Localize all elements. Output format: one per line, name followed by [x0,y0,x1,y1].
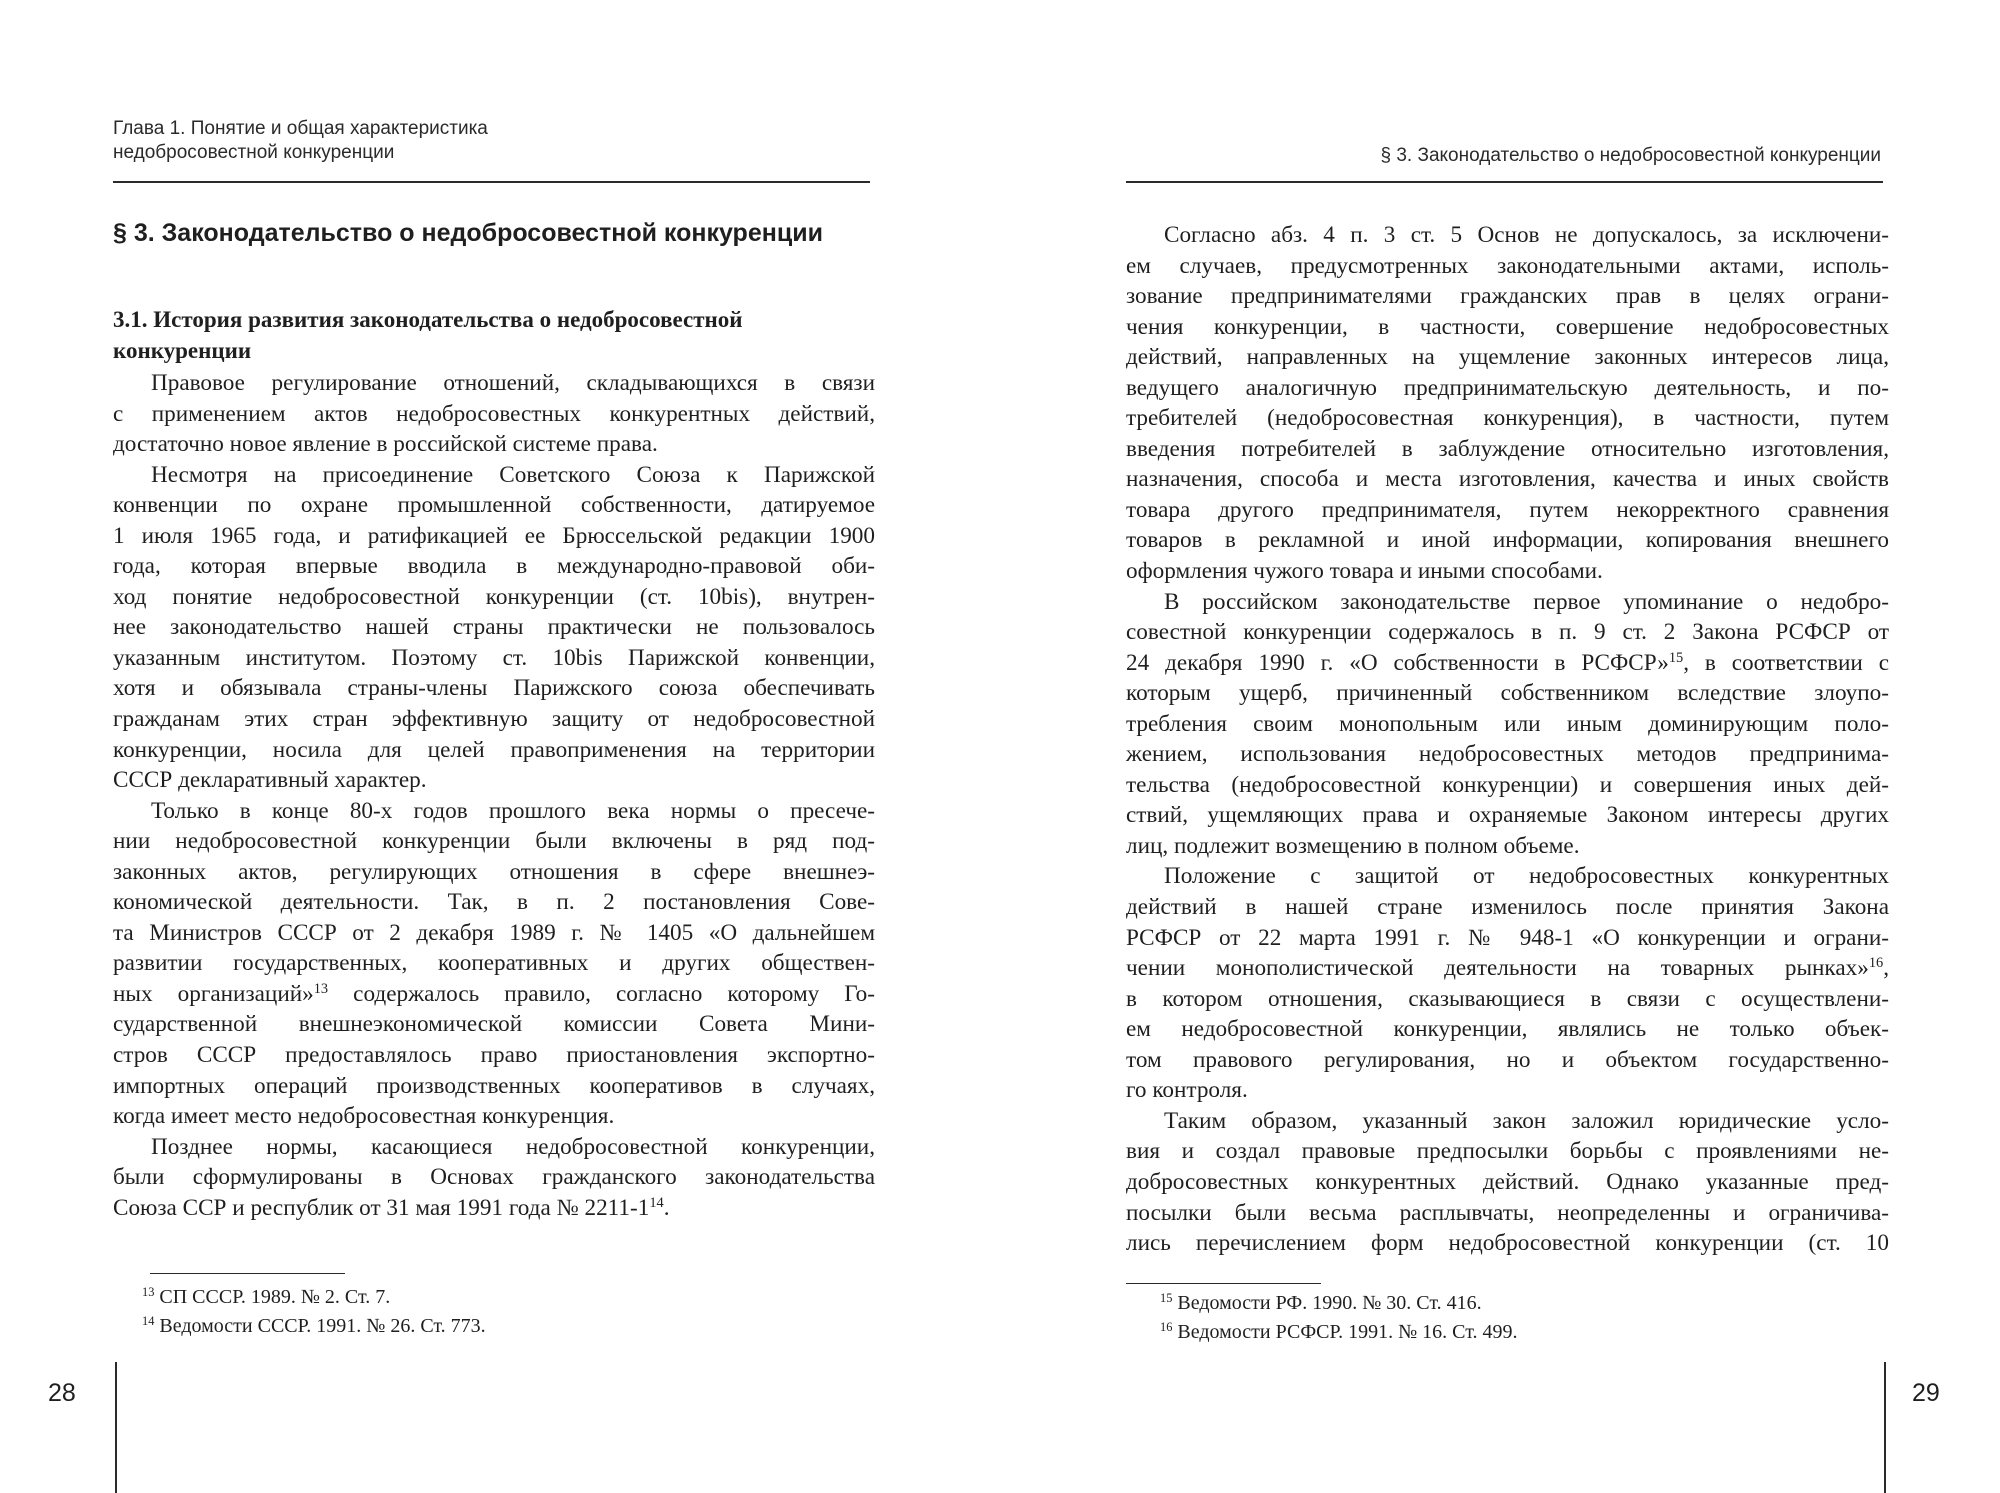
footnote-number: 16 [1160,1320,1173,1335]
text-line: ствий, ущемляющих права и охраняемые Законом интересы других [1126,802,1889,829]
section-title: § 3. Законодательство о недобросовестной конкуренции [113,219,823,247]
footnote-rule [1126,1283,1321,1284]
text-line: Таким образом, указанный закон заложил юридические усло- [1164,1107,1889,1134]
text-line: введения потребителей в заблуждение относительно изготовления, [1126,435,1889,462]
right-page [1000,0,2000,1493]
running-head [1121,144,1881,168]
text-line: Только в конце 80-х годов прошлого века нормы о пресече- [151,797,875,824]
text-line: нии недобросовестной конкуренции были включены в ряд под- [113,828,875,855]
text-fragment: . [663,1194,670,1221]
text-line: Правовое регулирование отношений, складывающихся в связи [151,370,875,396]
footnote-ref: 16 [1868,955,1884,972]
footnote-ref: 14 [649,1194,664,1211]
text-line: посылки были весьма расплывчаты, неопределенны и ограничива- [1126,1199,1889,1226]
text-line: том правового регулирования, но и объектом государственно- [1126,1046,1889,1073]
footnote [1160,1289,1860,1318]
text-line: Несмотря на присоединение Советского Союза к Парижской [151,461,875,488]
text-line: когда имеет место недобросовестная конкуренция. [113,1103,615,1130]
header-rule [1126,181,1883,183]
text-line: развитии государственных, кооперативных и других обществен- [113,950,875,977]
subsection-title [113,304,893,366]
text-line: товаров в рекламной и иной информации, копирования внешнего [1126,527,1889,554]
running-head-line: Глава 1. Понятие и общая характеристика [113,118,488,139]
text-line: требления своим монопольным или иным доминирующим поло- [1126,710,1889,737]
footnote [142,1283,842,1312]
text-line [113,979,875,1010]
footnote-ref: 15 [1668,649,1684,666]
footnote [1160,1318,1860,1347]
text-fragment: 24 декабря 1990 г. «О собственности в РСФСР» [1126,649,1669,676]
page-number: 28 [48,1379,76,1407]
text-line: стров СССР предоставлялось право приостановления экспортно- [113,1042,875,1069]
footnote-ref: 13 [313,981,329,998]
text-line: лись перечислением форм недобросовестной конкуренции (ст. 10 [1126,1230,1889,1257]
running-head-line: недобросовестной конкуренции [113,142,395,163]
subsection-title-line: конкуренции [113,338,252,363]
text-line: достаточно новое явление в российской системе права. [113,431,658,458]
footnote-number: 13 [142,1285,155,1300]
text-line: СССР декларативный характер. [113,767,427,794]
running-head [113,117,873,165]
text-line: действий, направленных на ущемление законных интересов лица, [1126,344,1889,371]
text-fragment: , в соответствии с [1683,649,1889,676]
text-line: которым ущерб, причиненный собственником вследствие злоупо- [1126,680,1889,707]
subsection-title-line: 3.1. История развития законодательства о недобросовестной [113,307,743,332]
text-line: действий в нашей стране изменилось после принятия Закона [1126,894,1889,921]
text-line: конвенции по охране промышленной собственности, датируемое [113,492,875,519]
text-line [1126,648,1889,679]
text-line: та Министров СССР от 2 декабря 1989 г. № 1405 «О дальнейшем [113,919,875,946]
text-fragment: чении монополистической деятельности на товарных рынках» [1126,955,1869,982]
text-line [1126,953,1889,984]
text-line: 1 июля 1965 года, и ратификацией ее Брюссельской редакции 1900 [113,522,875,549]
text-line: импортных операций производственных кооперативов в случаях, [113,1072,875,1099]
text-line: ход понятие недобросовестной конкуренции (ст. 10bis), внутрен- [113,583,875,610]
page-number: 29 [1912,1379,1940,1407]
text-line: чения конкуренции, в частности, совершение недобросовестных [1126,313,1889,340]
text-line: товара другого предпринимателя, путем некорректного сравнения [1126,496,1889,523]
text-line: в котором отношения, сказывающиеся в связи с осуществлени- [1126,985,1889,1012]
text-line: назначения, способа и места изготовления, качества и иных свойств [1126,466,1889,493]
text-line: оформления чужого товара и иными способами. [1126,558,1603,585]
text-line: конкуренции, носила для целей правоприменения на территории [113,736,875,763]
text-fragment: ных организаций» [113,980,314,1007]
text-line: го контроля. [1126,1077,1248,1104]
footnote [142,1312,842,1341]
running-head-line: § 3. Законодательство о недобросовестной конкуренции [1380,145,1881,166]
footnote-text: Ведомости РСФСР. 1991. № 16. Ст. 499. [1177,1321,1518,1343]
text-line: зование предпринимателями гражданских прав в целях ограни- [1126,283,1889,310]
text-line: Позднее нормы, касающиеся недобросовестной конкуренции, [151,1133,875,1160]
footnote-text: Ведомости СССР. 1991. № 26. Ст. 773. [159,1315,486,1337]
text-line: совестной конкуренции содержалось в п. 9 ст. 2 Закона РСФСР от [1126,619,1889,646]
text-line: года, которая впервые вводила в международно-правовой оби- [113,553,875,580]
text-line: жением, использования недобросовестных методов предпринима- [1126,741,1889,768]
page-edge-line [1884,1362,1886,1493]
text-line: В российском законодательстве первое упоминание о недобро- [1164,588,1889,615]
text-line: законных актов, регулирующих отношения в сфере внешнеэ- [113,858,875,885]
text-fragment: содержалось правило, согласно которому Го- [328,980,875,1007]
footnote-number: 15 [1160,1291,1173,1306]
text-line: сударственной внешнеэкономической комиссии Совета Мини- [113,1011,875,1038]
text-line: ем случаев, предусмотренных законодательными актами, исполь- [1126,252,1889,279]
body-text [1126,220,1889,1259]
text-line: вия и создал правовые предпосылки борьбы с проявлениями не- [1126,1138,1889,1165]
footnotes [142,1283,842,1341]
text-line: Положение с защитой от недобросовестных конкурентных [1164,863,1889,890]
text-line: ем недобросовестной конкуренции, являлись не только объек- [1126,1016,1889,1043]
text-fragment: Союза ССР и республик от 31 мая 1991 года № 2211-1 [113,1194,650,1221]
footnote-text: СП СССР. 1989. № 2. Ст. 7. [159,1286,391,1308]
text-line: Согласно абз. 4 п. 3 ст. 5 Основ не допускалось, за исключени- [1164,222,1889,248]
header-rule [113,181,870,183]
text-line: добросовестных конкурентных действий. Однако указанные пред- [1126,1168,1889,1195]
text-line: ведущего аналогичную предпринимательскую деятельность, и по- [1126,374,1889,401]
footnote-text: Ведомости РФ. 1990. № 30. Ст. 416. [1177,1292,1482,1314]
text-line: с применением актов недобросовестных конкурентных действий, [113,400,875,427]
text-fragment: , [1883,955,1889,982]
footnote-number: 14 [142,1314,155,1329]
footnote-rule [150,1273,345,1274]
text-line: требителей (недобросовестная конкуренция), в частности, путем [1126,405,1889,432]
text-line: РСФСР от 22 марта 1991 г. № 948-1 «О конкуренции и ограни- [1126,924,1889,951]
text-line: указанным институтом. Поэтому ст. 10bis Парижской конвенции, [113,644,875,671]
text-line: хотя и обязывала страны-члены Парижского союза обеспечивать [113,675,875,702]
text-line: были сформулированы в Основах гражданского законодательства [113,1164,875,1191]
text-line: гражданам этих стран эффективную защиту от недобросовестной [113,706,875,733]
text-line [113,1193,875,1224]
text-line: тельства (недобросовестной конкуренции) и совершения иных дей- [1126,771,1889,798]
body-text [113,368,875,1223]
text-line: лиц, подлежит возмещению в полном объеме. [1126,832,1580,859]
page-edge-line [115,1362,117,1493]
footnotes [1160,1289,1860,1347]
text-line: нее законодательство нашей страны практически не пользовалось [113,614,875,641]
text-line: кономической деятельности. Так, в п. 2 постановления Сове- [113,889,875,916]
